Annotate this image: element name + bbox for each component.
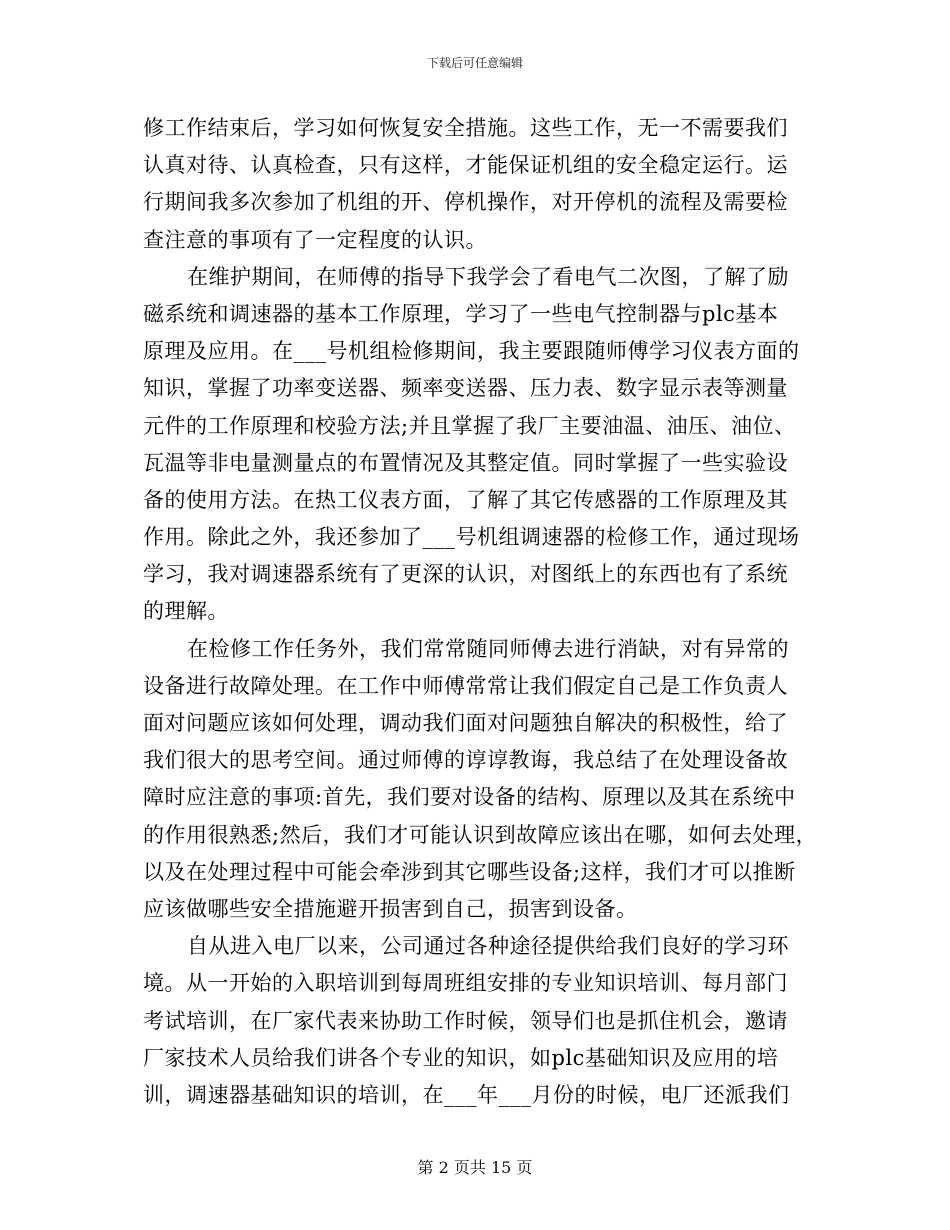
paragraph-start-line: 在检修工作任务外，我们常常随同师傅去进行消缺，对有异常的 [187,636,789,661]
page-header: 下载后可任意编辑 [426,56,523,70]
paragraph-start-line: 在维护期间，在师傅的指导下我学会了看电气二次图，了解了励 [187,264,789,289]
text-line: 设备进行故障处理。在工作中师傅常常让我们假定自己是工作负责人 [143,673,788,698]
text-line: 修工作结束后，学习如何恢复安全措施。这些工作，无一不需要我们 [143,116,788,140]
text-line: 以及在处理过程中可能会牵涉到其它哪些设备;这样，我们才可以推断 [143,859,796,884]
text-line: 面对问题应该如何处理，调动我们面对问题独自解决的积极性，给了 [143,711,788,735]
text-line: 境。从一开始的入职培训到每周班组安排的专业知识培训、每月部门 [143,971,788,996]
text-line: 行期间我多次参加了机组的开、停机操作，对开停机的流程及需要检 [143,190,788,215]
text-line: 认真对待、认真检查，只有这样，才能保证机组的安全稳定运行。运 [143,153,788,178]
text-line: 瓦温等非电量测量点的布置情况及其整定值。同时掌握了一些实验设 [143,450,788,475]
text-line: 原理及应用。在___号机组检修期间，我主要跟随师傅学习仪表方面的 [143,339,800,364]
text-line: 的作用很熟悉;然后，我们才可能认识到故障应该出在哪，如何去处理， [143,822,818,847]
text-line: 元件的工作原理和校验方法;并且掌握了我厂主要油温、油压、油位、 [143,413,796,438]
text-line: 训，调速器基础知识的培训，在___年___月份的时候，电厂还派我们 [143,1082,790,1107]
text-line: 查注意的事项有了一定程度的认识。 [143,227,487,252]
text-line: 考试培训，在厂家代表来协助工作时候，领导们也是抓住机会，邀请 [143,1008,788,1033]
text-line: 应该做哪些安全措施避开损害到自己，损害到设备。 [143,896,638,921]
text-line: 知识，掌握了功率变送器、频率变送器、压力表、数字显示表等测量 [143,376,788,401]
page-footer: 第 2 页共 15 页 [417,1158,533,1177]
text-line: 磁系统和调速器的基本工作原理，学习了一些电气控制器与plc基本 [143,301,779,326]
text-line: 的理解。 [143,599,229,624]
text-line: 障时应注意的事项:首先，我们要对设备的结构、原理以及其在系统中 [143,785,796,810]
text-line: 学习，我对调速器系统有了更深的认识，对图纸上的东西也有了系统 [143,562,788,587]
document-body [143,110,818,1114]
text-line: 我们很大的思考空间。通过师傅的谆谆教诲，我总结了在处理设备故 [143,748,788,773]
text-line: 厂家技术人员给我们讲各个专业的知识，如plc基础知识及应用的培 [143,1045,779,1070]
text-line: 备的使用方法。在热工仪表方面，了解了其它传感器的工作原理及其 [143,487,788,512]
paragraph-start-line: 自从进入电厂以来，公司通过各种途径提供给我们良好的学习环 [187,934,789,959]
text-line: 作用。除此之外，我还参加了___号机组调速器的检修工作，通过现场 [143,525,800,550]
